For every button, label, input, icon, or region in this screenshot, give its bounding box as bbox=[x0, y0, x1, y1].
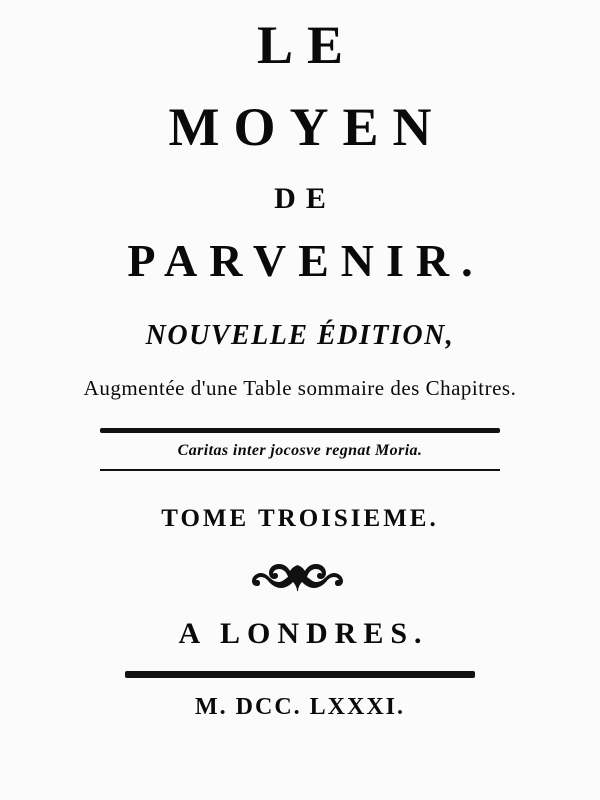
publication-year: M. DCC. LXXXI. bbox=[195, 694, 405, 721]
motto-block bbox=[100, 428, 500, 471]
title-line-moyen: MOYEN bbox=[168, 97, 446, 157]
title-line-le: LE bbox=[256, 15, 358, 75]
volume-statement: TOME TROISIEME. bbox=[161, 505, 439, 533]
rule-above-year bbox=[125, 671, 475, 678]
title-line-parvenir: PARVENIR. bbox=[127, 235, 485, 286]
edition-statement: NOUVELLE ÉDITION, bbox=[145, 320, 455, 351]
subtitle-statement: Augmentée d'une Table sommaire des Chapitres. bbox=[83, 376, 517, 400]
floral-ornament-icon bbox=[220, 559, 380, 593]
place-of-publication: A LONDRES. bbox=[178, 617, 429, 651]
title-line-de: DE bbox=[274, 182, 336, 215]
rule-above-motto bbox=[100, 428, 500, 433]
motto-text: Caritas inter jocosve regnat Moria. bbox=[177, 442, 423, 460]
rule-below-motto bbox=[100, 469, 500, 471]
